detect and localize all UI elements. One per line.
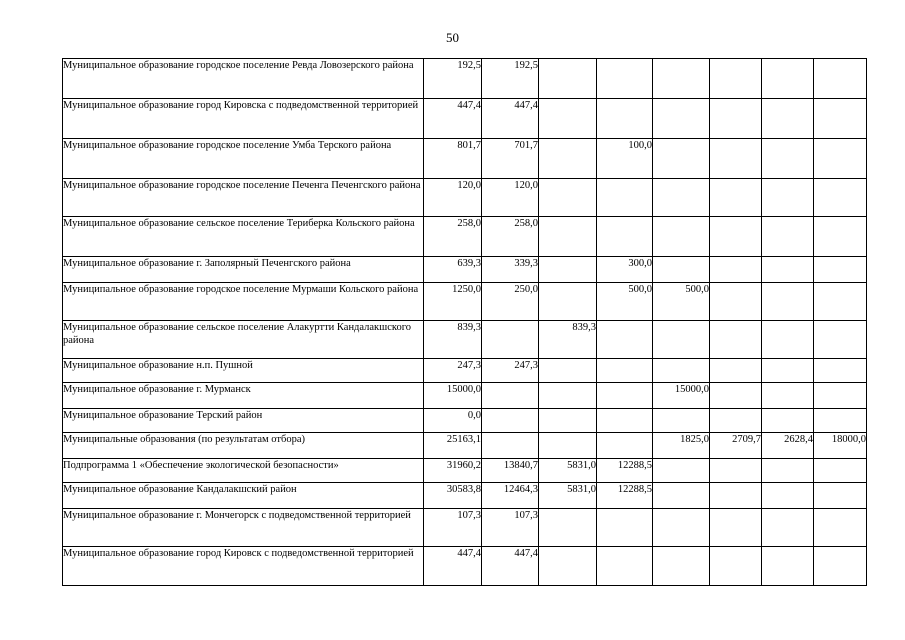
row-name-cell: Муниципальное образование городское поселение Ревда Ловозерского района [63,59,424,99]
value-cell: 258,0 [424,217,482,257]
page-number: 50 [446,30,459,45]
value-cell [710,509,762,547]
value-cell: 339,3 [482,257,539,283]
value-cell [814,547,867,586]
value-cell [762,509,814,547]
value-cell: 107,3 [424,509,482,547]
table-row [63,283,867,321]
value-cell [814,459,867,483]
value-cell [539,257,597,283]
value-cell [814,257,867,283]
value-cell [539,59,597,99]
value-cell [710,139,762,179]
table-row [63,99,867,139]
value-cell: 12288,5 [597,483,653,509]
value-cell [539,409,597,433]
row-name-cell: Муниципальные образования (по результатам отбора) [63,433,424,459]
value-cell [814,99,867,139]
table-row [63,459,867,483]
value-cell [597,433,653,459]
value-cell: 12288,5 [597,459,653,483]
value-cell [710,217,762,257]
value-cell [762,459,814,483]
value-cell [762,547,814,586]
value-cell [539,359,597,383]
value-cell [762,217,814,257]
value-cell [762,283,814,321]
value-cell [597,359,653,383]
value-cell: 192,5 [482,59,539,99]
value-cell [539,99,597,139]
value-cell [814,283,867,321]
value-cell: 1250,0 [424,283,482,321]
value-cell [653,509,710,547]
value-cell [814,59,867,99]
value-cell [762,257,814,283]
value-cell [597,547,653,586]
value-cell: 5831,0 [539,459,597,483]
value-cell: 300,0 [597,257,653,283]
row-name-cell: Муниципальное образование город Кировска с подведомственной территорией [63,99,424,139]
value-cell [762,99,814,139]
value-cell: 258,0 [482,217,539,257]
value-cell: 500,0 [653,283,710,321]
value-cell: 639,3 [424,257,482,283]
value-cell [762,483,814,509]
row-name-cell: Муниципальное образование городское поселение Печенга Печенгского района [63,179,424,217]
value-cell: 25163,1 [424,433,482,459]
row-name-cell: Муниципальное образование городское поселение Мурмаши Кольского района [63,283,424,321]
value-cell: 839,3 [539,321,597,359]
value-cell [710,179,762,217]
value-cell: 13840,7 [482,459,539,483]
value-cell: 247,3 [424,359,482,383]
value-cell [762,321,814,359]
value-cell [653,139,710,179]
value-cell [710,547,762,586]
value-cell [710,409,762,433]
value-cell: 1825,0 [653,433,710,459]
value-cell [539,139,597,179]
value-cell: 2628,4 [762,433,814,459]
value-cell [710,99,762,139]
table-row [63,217,867,257]
table-row [63,321,867,359]
value-cell [597,99,653,139]
value-cell [539,547,597,586]
value-cell [814,139,867,179]
value-cell [597,321,653,359]
value-cell: 801,7 [424,139,482,179]
table-row [63,257,867,283]
value-cell [814,509,867,547]
row-name-cell: Муниципальное образование г. Мурманск [63,383,424,409]
value-cell [653,547,710,586]
value-cell [539,179,597,217]
value-cell [814,359,867,383]
value-cell: 447,4 [482,99,539,139]
value-cell [710,483,762,509]
table-row [63,409,867,433]
row-name-cell: Муниципальное образование Кандалакшский район [63,483,424,509]
value-cell: 701,7 [482,139,539,179]
budget-table [62,58,867,586]
value-cell [539,283,597,321]
value-cell [814,409,867,433]
table-row [63,547,867,586]
row-name-cell: Муниципальное образование н.п. Пушной [63,359,424,383]
table-row [63,179,867,217]
value-cell [710,59,762,99]
value-cell: 250,0 [482,283,539,321]
value-cell: 12464,3 [482,483,539,509]
value-cell [653,99,710,139]
value-cell: 447,4 [424,99,482,139]
value-cell [653,179,710,217]
value-cell: 15000,0 [653,383,710,409]
value-cell [539,383,597,409]
value-cell [710,459,762,483]
value-cell [653,59,710,99]
value-cell [482,409,539,433]
value-cell [710,383,762,409]
value-cell [762,383,814,409]
row-name-cell: Муниципальное образование сельское поселение Алакуртти Кандалакшского района [63,321,424,359]
value-cell [482,321,539,359]
value-cell [653,321,710,359]
value-cell [653,459,710,483]
row-name-cell: Муниципальное образование город Кировск с подведомственной территорией [63,547,424,586]
value-cell: 447,4 [424,547,482,586]
value-cell [762,359,814,383]
value-cell [814,217,867,257]
value-cell: 0,0 [424,409,482,433]
value-cell: 2709,7 [710,433,762,459]
value-cell [653,257,710,283]
table-row [63,139,867,179]
value-cell [653,217,710,257]
table-row [63,383,867,409]
value-cell [482,383,539,409]
value-cell [539,217,597,257]
value-cell [814,483,867,509]
value-cell [539,433,597,459]
value-cell: 107,3 [482,509,539,547]
value-cell [653,483,710,509]
value-cell [710,283,762,321]
value-cell [814,383,867,409]
value-cell: 18000,0 [814,433,867,459]
row-name-cell: Муниципальное образование г. Заполярный Печенгского района [63,257,424,283]
value-cell: 192,5 [424,59,482,99]
value-cell: 500,0 [597,283,653,321]
value-cell [710,257,762,283]
value-cell: 15000,0 [424,383,482,409]
value-cell: 839,3 [424,321,482,359]
value-cell: 100,0 [597,139,653,179]
value-cell: 5831,0 [539,483,597,509]
value-cell [653,409,710,433]
value-cell [653,359,710,383]
value-cell [597,409,653,433]
row-name-cell: Муниципальное образование городское поселение Умба Терского района [63,139,424,179]
value-cell: 120,0 [482,179,539,217]
value-cell [539,509,597,547]
row-name-cell: Муниципальное образование сельское поселение Териберка Кольского района [63,217,424,257]
table-row [63,483,867,509]
value-cell [762,409,814,433]
value-cell [482,433,539,459]
value-cell: 447,4 [482,547,539,586]
value-cell [710,321,762,359]
table-row [63,509,867,547]
table-row [63,433,867,459]
value-cell [762,179,814,217]
value-cell [597,59,653,99]
value-cell: 31960,2 [424,459,482,483]
value-cell [597,509,653,547]
value-cell [597,217,653,257]
table-row [63,359,867,383]
value-cell [814,179,867,217]
value-cell [597,179,653,217]
value-cell [762,139,814,179]
row-name-cell: Муниципальное образование г. Мончегорск с подведомственной территорией [63,509,424,547]
value-cell [710,359,762,383]
table-row [63,59,867,99]
value-cell [814,321,867,359]
value-cell: 247,3 [482,359,539,383]
value-cell: 30583,8 [424,483,482,509]
value-cell: 120,0 [424,179,482,217]
row-name-cell: Муниципальное образование Терский район [63,409,424,433]
row-name-cell: Подпрограмма 1 «Обеспечение экологической безопасности» [63,459,424,483]
value-cell [597,383,653,409]
value-cell [762,59,814,99]
